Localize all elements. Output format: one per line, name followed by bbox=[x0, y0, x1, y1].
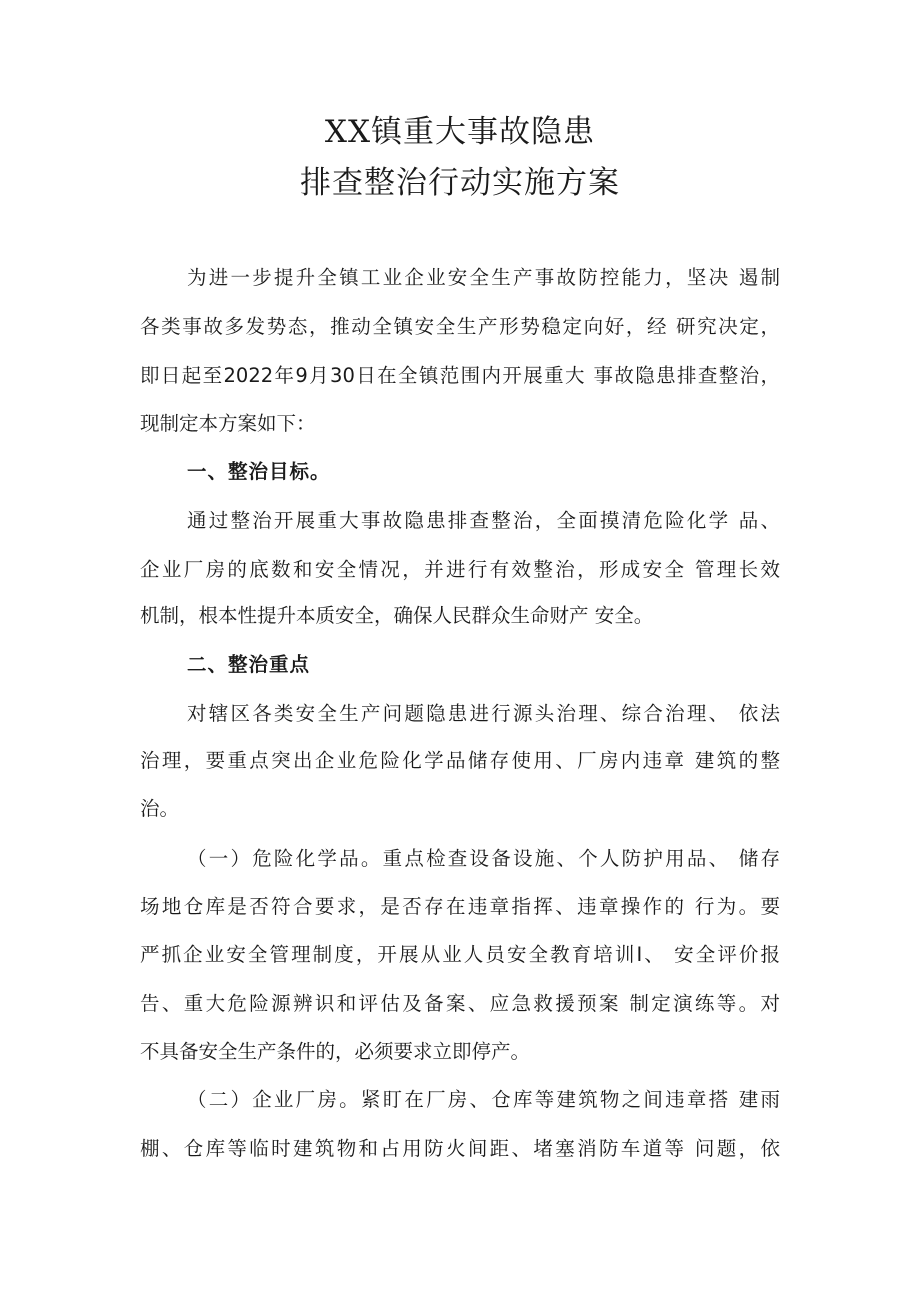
item1-line: 不具备安全生产条件的，必须要求立即停产。 bbox=[140, 1040, 531, 1063]
item2-line: （二）企业厂房。紧盯在厂房、仓库等建筑物之间违章搭 建雨 bbox=[187, 1088, 780, 1111]
item1-line: （一）危险化学品。重点检查设备设施、个人防护用品、 储存 bbox=[187, 847, 780, 870]
section2-line: 对辖区各类安全生产问题隐患进行源头治理、综合治理、 依法 bbox=[187, 702, 780, 725]
item2-line: 棚、仓库等临时建筑物和占用防火间距、堵塞消防车道等 问题，依 bbox=[140, 1137, 780, 1160]
section-heading-focus: 二、整治重点 bbox=[187, 653, 311, 676]
section2-line: 治。 bbox=[140, 797, 180, 820]
item1-line: 严抓企业安全管理制度，开展从业人员安全教育培训I、 安全评价报 bbox=[140, 943, 780, 966]
intro-line: 各类事故多发势态，推动全镇安全生产形势稳定向好，经 研究决定， bbox=[140, 315, 780, 338]
item1-line: 场地仓库是否符合要求，是否存在违章指挥、违章操作的 行为。要 bbox=[140, 895, 780, 918]
document-title-line1: XX镇重大事故隐患 bbox=[324, 114, 596, 150]
intro-line: 现制定本方案如下： bbox=[140, 412, 316, 435]
intro-line: 为进一步提升全镇工业企业安全生产事故防控能力，坚决 遏制 bbox=[187, 266, 780, 289]
section2-line: 治理，要重点突出企业危险化学品储存使用、厂房内违章 建筑的整 bbox=[140, 749, 780, 772]
section1-line: 机制，根本性提升本质安全，确保人民群众生命财产 安全。 bbox=[140, 604, 654, 627]
intro-line: 即日起至2022年9月30日在全镇范围内开展重大 事故隐患排查整治， bbox=[140, 364, 780, 387]
section1-line: 企业厂房的底数和安全情况，并进行有效整治，形成安全 管理长效 bbox=[140, 558, 780, 581]
item1-line: 告、重大危险源辨识和评估及备案、应急救援预案 制定演练等。对 bbox=[140, 992, 780, 1015]
section1-line: 通过整治开展重大事故隐患排查整治，全面摸清危险化学 品、 bbox=[187, 509, 780, 532]
section-heading-goals: 一、整治目标。 bbox=[187, 460, 331, 483]
document-title-line2: 排查整治行动实施方案 bbox=[300, 165, 620, 201]
